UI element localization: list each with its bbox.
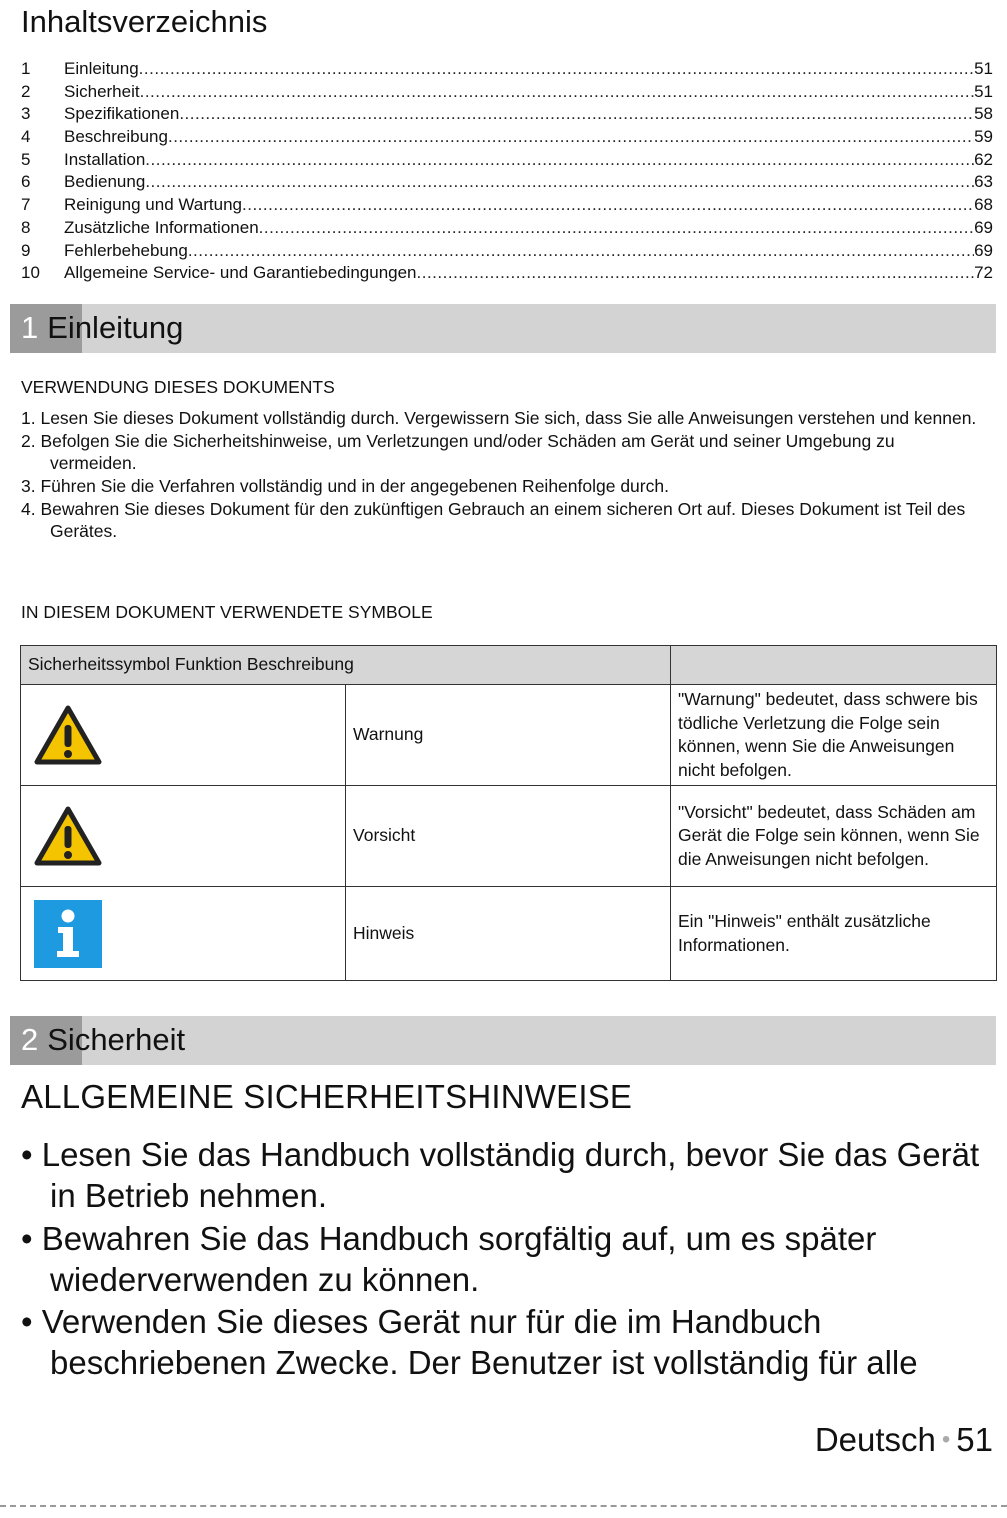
toc-entry-page: 69 [974,217,993,237]
toc-entry[interactable] [21,240,993,263]
section-title-text: Einleitung [47,310,184,345]
toc-entry-label: Reinigung und Wartung [64,195,242,215]
toc-entry-label: Sicherheit [64,81,140,101]
toc-entry-label: Spezifikationen [64,104,180,124]
info-icon [34,900,102,968]
symbols-heading: IN DIESEM DOKUMENT VERWENDETE SYMBOLE [21,602,433,622]
table-row [21,887,997,981]
section-title-text: Sicherheit [47,1022,186,1057]
usage-step: 1. Lesen Sie dieses Dokument vollständig durch. Vergewissern Sie sich, dass Sie alle Anweisungen verstehen und kennen. [21,408,977,428]
table-header-row [21,646,997,685]
toc-entry-label: Zusätzliche Informationen [64,217,259,237]
general-safety-heading: ALLGEMEINE SICHERHEITSHINWEISE [21,1078,633,1115]
toc-entry-number: 8 [21,217,31,237]
toc-entry-label: Fehlerbehebung [64,240,188,260]
toc-leader-dots [188,240,974,263]
safety-bullet: • Verwenden Sie dieses Gerät nur für die im Handbuch beschriebenen Zwecke. Der Benutzer ist vollständig für alle [21,1303,918,1381]
safety-bullet: • Bewahren Sie das Handbuch sorgfältig auf, um es später wiederverwenden zu können. [21,1219,877,1298]
footer-language: Deutsch [814,1421,936,1458]
function-cell: Hinweis [346,887,671,981]
toc-entry-number: 9 [21,240,31,260]
page-footer [815,1421,993,1459]
page-bottom-divider [0,1505,1007,1507]
toc-entry-number: 1 [21,59,31,78]
toc-entry[interactable] [21,171,993,194]
toc-leader-dots [168,126,974,149]
usage-steps [21,407,986,543]
toc-entry[interactable] [21,194,993,217]
warning-triangle-icon [34,705,102,765]
toc-leader-dots [242,194,974,217]
toc-entry-page: 51 [974,81,993,101]
toc-entry-label: Einleitung [64,59,139,78]
footer-page-number: 51 [956,1421,993,1458]
toc-entry-number: 3 [21,104,31,124]
symbols-table [20,645,997,981]
toc-entry-label: Beschreibung [64,127,168,147]
caution-triangle-icon [34,806,102,866]
section-header-sicherheit [10,1016,996,1065]
toc-entry-label: Bedienung [64,172,146,192]
table-header-cell: Sicherheitssymbol Funktion Beschreibung [21,646,671,685]
table-header-cell-empty [671,646,997,685]
symbol-cell [21,685,346,786]
toc-entry[interactable] [21,103,993,126]
safety-bullet: • Lesen Sie das Handbuch vollständig durch, bevor Sie das Gerät in Betrieb nehmen. [21,1136,980,1214]
function-cell: Warnung [346,685,671,786]
toc-entry-page: 69 [974,240,993,260]
toc-leader-dots [140,81,974,104]
description-cell: "Vorsicht" bedeutet, dass Schäden am Gerät die Folge sein können, wenn Sie die Anweisungen nicht befolgen. [671,786,997,887]
symbol-cell [21,887,346,981]
usage-heading: VERWENDUNG DIESES DOKUMENTS [21,377,335,397]
function-cell: Vorsicht [346,786,671,887]
section-title [21,1022,185,1058]
section-header-einleitung [10,304,996,353]
symbol-cell [21,786,346,887]
toc-leader-dots [179,103,974,126]
usage-step: 4. Bewahren Sie dieses Dokument für den zukünftigen Gebrauch an einem sicheren Ort auf. Dieses Dokument ist Teil des Gerätes. [21,499,966,541]
toc-leader-dots [145,149,974,172]
toc-title: Inhaltsverzeichnis [21,4,268,39]
toc-entry[interactable] [21,126,993,149]
toc-leader-dots [145,171,974,194]
toc-entry-page: 63 [974,172,993,192]
toc-entry[interactable] [21,262,993,285]
toc-entry-number: 7 [21,195,31,215]
table-row [21,685,997,786]
toc-entry-page: 68 [974,195,993,215]
toc-entry-page: 58 [974,104,993,124]
toc-entry-page: 62 [974,149,993,169]
table-row [21,786,997,887]
toc-entry[interactable] [21,149,993,172]
footer-separator: • [941,1426,951,1453]
toc-entry-label: Allgemeine Service- und Garantiebedingungen [64,263,417,283]
safety-bullets [21,1134,991,1385]
toc-entry-number: 2 [21,81,31,101]
toc-leader-dots [259,217,974,240]
usage-step: 2. Befolgen Sie die Sicherheitshinweise, um Verletzungen und/oder Schäden am Gerät und seiner Umgebung zu vermeiden. [21,431,895,473]
toc-leader-dots [417,262,975,285]
toc-entry[interactable] [21,81,993,104]
toc-entry-number: 5 [21,149,31,169]
toc-entry-number: 6 [21,172,31,192]
section-number: 2 [21,1022,39,1057]
toc-entry-page: 51 [974,59,993,78]
toc-entry[interactable] [21,217,993,240]
toc-entry-number: 4 [21,127,31,147]
usage-step: 3. Führen Sie die Verfahren vollständig und in der angegebenen Reihenfolge durch. [21,476,669,496]
description-cell: Ein "Hinweis" enthält zusätzliche Informationen. [671,887,997,981]
toc-leader-dots [139,58,974,81]
table-of-contents [21,58,993,285]
toc-entry-page: 59 [974,127,993,147]
toc-entry-number: 10 [21,263,40,283]
description-cell: "Warnung" bedeutet, dass schwere bis tödliche Verletzung die Folge sein können, wenn Sie die Anweisungen nicht befolgen. [671,685,997,786]
toc-entry-page: 72 [974,263,993,283]
toc-entry[interactable] [21,58,993,81]
section-number: 1 [21,310,39,345]
toc-entry-label: Installation [64,149,146,169]
section-title [21,310,183,346]
